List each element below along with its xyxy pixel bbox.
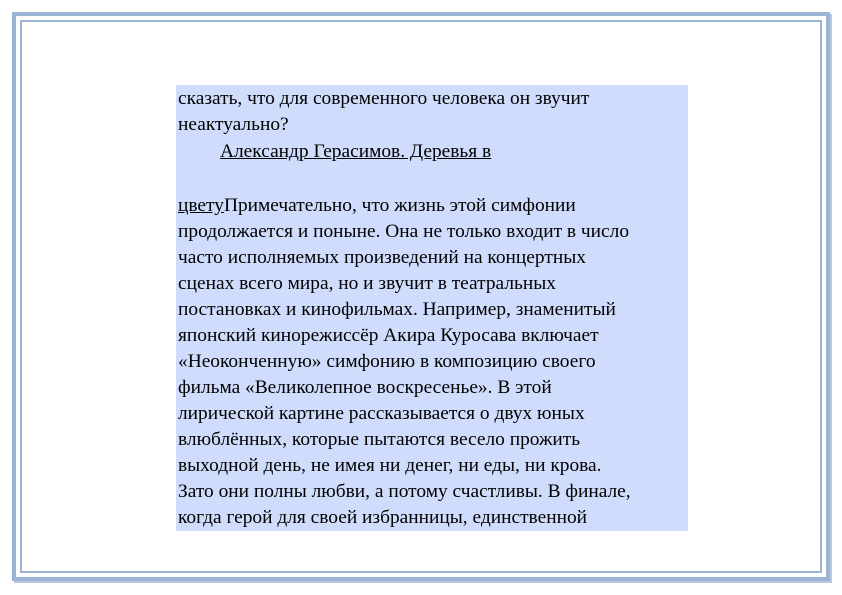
text-line: выходной день, не имея ни денег, ни еды, ни крова. bbox=[178, 455, 602, 476]
image-caption-link[interactable]: Александр Герасимов. Деревья в bbox=[220, 141, 492, 162]
paragraph-start: Примечательно, что жизнь этой симфонии bbox=[223, 195, 576, 216]
text-line: постановках и кинофильмах. Например, знаменитый bbox=[178, 299, 616, 320]
frame-shadow bbox=[14, 581, 832, 583]
text-line: неактуально? bbox=[178, 114, 289, 135]
text-line: лирической картине рассказывается о двух юных bbox=[178, 403, 585, 424]
text-line: часто исполняемых произведений на концертных bbox=[178, 247, 586, 268]
text-line bbox=[178, 193, 686, 219]
text-line: сценах всего мира, но и звучит в театральных bbox=[178, 273, 556, 294]
image-caption-link-tail[interactable]: цвету bbox=[178, 195, 224, 216]
text-line: сказать, что для современного человека он звучит bbox=[178, 88, 590, 109]
frame-shadow bbox=[830, 14, 832, 583]
text-line: продолжается и поныне. Она не только входит в число bbox=[178, 221, 630, 242]
text-line: «Неоконченную» симфонию в композицию своего bbox=[178, 351, 596, 372]
text-line: Зато они полны любви, а потому счастливы. В финале, bbox=[178, 481, 631, 502]
spacer bbox=[178, 165, 686, 193]
text-line: когда герой для своей избранницы, единственной bbox=[178, 507, 588, 528]
selected-text-block[interactable] bbox=[176, 85, 688, 531]
image-caption-line bbox=[178, 139, 686, 165]
text-line: японский кинорежиссёр Акира Куросава включает bbox=[178, 325, 599, 346]
text-line: фильма «Великолепное воскресенье». В этой bbox=[178, 377, 552, 398]
text-line: влюблённых, которые пытаются весело прожить bbox=[178, 429, 581, 450]
